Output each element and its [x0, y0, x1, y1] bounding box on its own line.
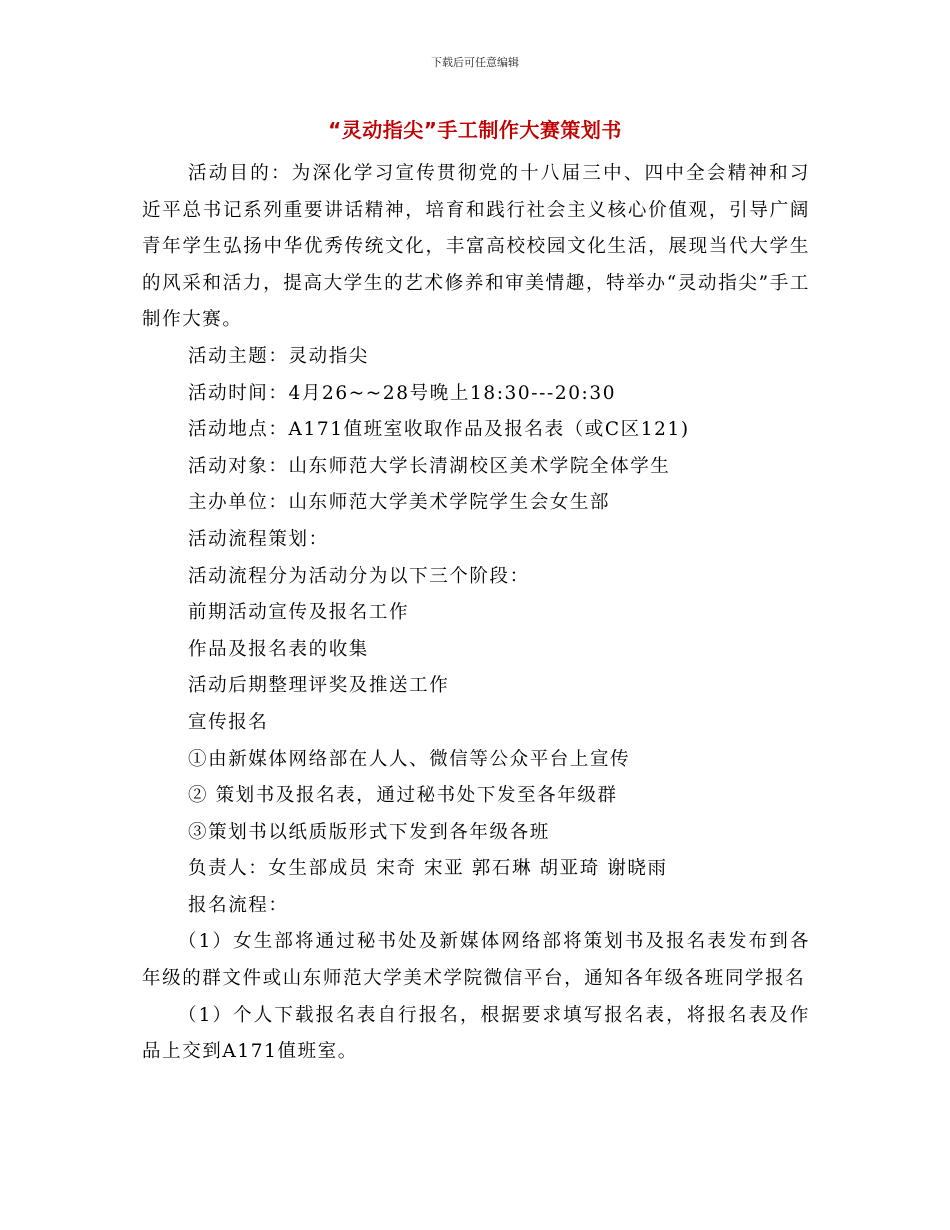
paragraph-registration-step-2: （1）个人下载报名表自行报名，根据要求填写报名表，将报名表及作品上交到A171值班室。	[142, 1004, 810, 1063]
paragraph-purpose: 活动目的：为深化学习宣传贯彻党的十八届三中、四中全会精神和习近平总书记系列重要讲话精神，培育和践行社会主义核心价值观，引导广阔青年学生弘扬中华优秀传统文化，丰富高校校园文化生活，展现当代大学生的风采和活力，提高大学生的艺术修养和审美情趣，特举办“灵动指尖”手工制作大赛。	[142, 163, 810, 331]
paragraph-promotion-item-1: ①由新媒体网络部在人人、微信等公众平台上宣传	[188, 748, 631, 770]
paragraph-time: 活动时间：4月26~~28号晚上18:30---20:30	[188, 382, 617, 404]
paragraph-audience: 活动对象：山东师范大学长清湖校区美术学院全体学生	[188, 455, 671, 477]
paragraph-registration-heading: 报名流程：	[188, 894, 289, 916]
paragraph-stage-2: 作品及报名表的收集	[188, 638, 369, 660]
paragraph-organizer: 主办单位：山东师范大学美术学院学生会女生部	[188, 492, 611, 514]
paragraph-promotion-heading: 宣传报名	[188, 711, 269, 733]
paragraph-responsible: 负责人：女生部成员 宋奇 宋亚 郭石琳 胡亚琦 谢晓雨	[188, 858, 668, 880]
document-title: “灵动指尖”手工制作大赛策划书	[328, 118, 622, 142]
paragraph-stage-1: 前期活动宣传及报名工作	[188, 602, 410, 624]
paragraph-location: 活动地点：A171值班室收取作品及报名表（或C区121)	[188, 419, 690, 441]
paragraph-promotion-item-2: ② 策划书及报名表，通过秘书处下发至各年级群	[188, 785, 618, 807]
paragraph-registration-step-1: （1）女生部将通过秘书处及新媒体网络部将策划书及报名表发布到各年级的群文件或山东师范大学美术学院微信平台，通知各年级各班同学报名	[142, 931, 810, 990]
paragraph-stages-intro: 活动流程分为活动分为以下三个阶段：	[188, 565, 530, 587]
page-header-note: 下载后可任意编辑	[431, 56, 519, 69]
paragraph-process-heading: 活动流程策划：	[188, 528, 329, 550]
paragraph-theme: 活动主题：灵动指尖	[188, 345, 369, 367]
paragraph-stage-3: 活动后期整理评奖及推送工作	[188, 675, 450, 697]
paragraph-promotion-item-3: ③策划书以纸质版形式下发到各年级各班	[188, 821, 550, 843]
document-body	[142, 156, 810, 1071]
